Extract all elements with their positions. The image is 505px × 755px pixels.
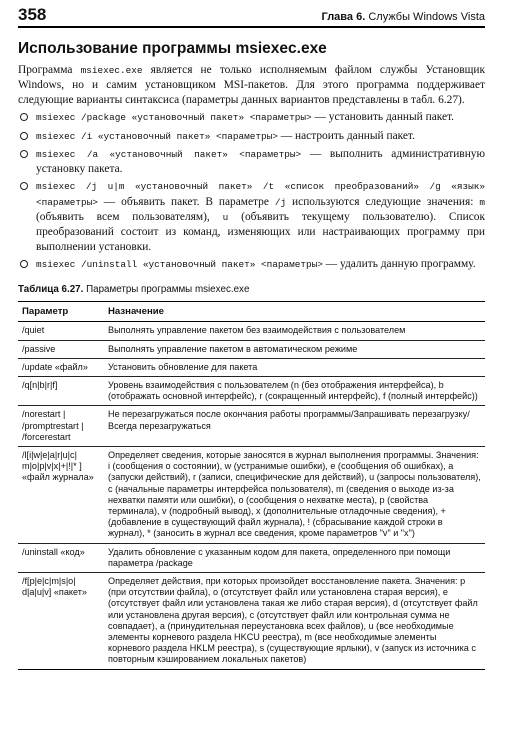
- syntax-code: msiexec /package «установочный пакет» <параметры>: [36, 112, 312, 124]
- table-header-row: [18, 302, 485, 322]
- intro-text-start: Программа: [18, 64, 81, 76]
- syntax-code: u: [222, 212, 229, 223]
- table-row: [18, 406, 485, 447]
- syntax-description: — объявить пакет. В параметре: [97, 195, 275, 208]
- table-row: [18, 322, 485, 340]
- syntax-code: msiexec /j u|m «установочный пакет» /t «список преобразований» /g «язык» <параметры>: [36, 181, 485, 208]
- syntax-list: [18, 110, 485, 272]
- list-item: [18, 110, 485, 125]
- description-cell: Удалить обновление с указанным кодом для пакета, определенного при помощи параметра /package: [104, 543, 485, 572]
- param-cell: /passive: [18, 340, 104, 358]
- table-row: [18, 377, 485, 406]
- param-cell: /quiet: [18, 322, 104, 340]
- description-cell: Определяет сведения, которые заносятся в журнал выполнения программы. Значения: i (сообщения о состоянии), w (устранимые ошибки), e (сообщения об ошибках), a (запуски действий), r (записи, специфические для действий), u (запросы пользователя), c (начальные параметры интерфейса пользователя), m (сведения о выходе из-за нехватки памяти или ошибки), o (сообщения о нехватке места), p (свойства терминала), v (подробный вывод), x (дополнительные отладочные сведения), + (добавление в существующий файл журнала), ! (сбрасывание каждой строки в журнал), * (заносить в журнал все сведения, кроме параметров "v" и "x"): [104, 447, 485, 544]
- column-header-parameter: Параметр: [18, 302, 104, 322]
- syntax-description: — выполнить административную установку пакета.: [36, 147, 485, 176]
- bullet-circle-icon: [20, 132, 28, 140]
- list-item: [18, 257, 485, 272]
- syntax-description: (объявить всем пользователям),: [36, 211, 223, 223]
- description-cell: Не перезагружаться после окончания работы программы/Запрашивать перезагрузку/Всегда перезагружаться: [104, 406, 485, 447]
- table-caption-label: Таблица 6.27.: [18, 284, 84, 296]
- param-cell: /update «файл»: [18, 358, 104, 376]
- description-cell: Уровень взаимодействия с пользователем (n (без отображения интерфейса), b (отображать основной интерфейс), r (сокращенный интерфейс), f (полный интерфейс)): [104, 377, 485, 406]
- table-row: [18, 573, 485, 670]
- param-cell: /f[p|e|c|m|s|o| d|a|u|v] «пакет»: [18, 573, 104, 670]
- parameters-table: [18, 301, 485, 669]
- bullet-circle-icon: [20, 182, 28, 190]
- syntax-code: m: [479, 196, 485, 208]
- param-cell: /norestart | /promptrestart | /forcerestart: [18, 406, 104, 447]
- param-cell: /l[i|w|e|a|r|u|c| m|o|p|v|x|+|!|* ] «файл журнала»: [18, 447, 104, 544]
- syntax-description: используются следующие значения:: [286, 195, 480, 208]
- chapter-title: Службы Windows Vista: [368, 11, 485, 23]
- syntax-description: — установить данный пакет.: [311, 111, 455, 124]
- param-cell: /q[n|b|r|f]: [18, 377, 104, 406]
- section-title: Использование программы msiexec.exe: [18, 40, 327, 57]
- table-row: [18, 543, 485, 572]
- list-item: [18, 129, 485, 144]
- param-cell: /uninstall «код»: [18, 543, 104, 572]
- intro-paragraph: [18, 63, 485, 107]
- page-header: [18, 6, 485, 28]
- table-row: [18, 447, 485, 544]
- list-item: [18, 179, 485, 253]
- description-cell: Установить обновление для пакета: [104, 358, 485, 376]
- table-caption-title: Параметры программы msiexec.exe: [86, 284, 250, 296]
- column-header-purpose: Назначение: [104, 302, 485, 322]
- running-head: [322, 10, 486, 24]
- syntax-code: msiexec /i «установочный пакет» <параметры>: [36, 130, 278, 142]
- syntax-description: (объявить текущему пользователю). Список преобразований состоит из команд, изменяющих или настраивающих программу при выполнении установки.: [36, 211, 485, 253]
- intro-code: msiexec.exe: [80, 65, 143, 76]
- intro-text-end: является не только исполняемым файлом службы Установщик Windows, но и самим установщиком MSI-пакетов. Для этого программа поддерживает следующие варианты синтаксиса (параметры данных вариантов представлены в табл. 6.27).: [18, 64, 485, 106]
- table-row: [18, 358, 485, 376]
- description-cell: Выполнять управление пакетом без взаимодействия с пользователем: [104, 322, 485, 340]
- table-row: [18, 340, 485, 358]
- syntax-description: — настроить данный пакет.: [277, 129, 415, 142]
- syntax-code: msiexec /a «установочный пакет» <параметры>: [36, 148, 302, 160]
- bullet-circle-icon: [20, 150, 28, 158]
- page-number: 358: [18, 5, 47, 24]
- description-cell: Определяет действия, при которых произойдет восстановление пакета. Значения: p (при отсутствии файла), o (отсутствует файл или установлена старая версия), e (отсутствует файл или установлена такая же либо старая версия), d (отсутствует файл или установлена другая версия), c (отсутствует файл или контрольная сумма не совпадает), a (принудительная переустановка всех файлов), u (все необходимые элементы корневого раздела HKCU реестра), m (все необходимые элементы корневого раздела HKLM реестра), s (существующие ярлыки), v (запуск из источника с повторным кэшированием локальных пакетов): [104, 573, 485, 670]
- bullet-circle-icon: [20, 260, 28, 268]
- bullet-circle-icon: [20, 113, 28, 121]
- table-caption: [18, 284, 485, 295]
- syntax-description: — удалить данную программу.: [322, 257, 476, 270]
- syntax-code: msiexec /uninstall «установочный пакет» <параметры>: [36, 258, 323, 270]
- syntax-code: /j: [274, 196, 287, 208]
- chapter-label: Глава 6.: [321, 11, 366, 23]
- list-item: [18, 147, 485, 177]
- description-cell: Выполнять управление пакетом в автоматическом режиме: [104, 340, 485, 358]
